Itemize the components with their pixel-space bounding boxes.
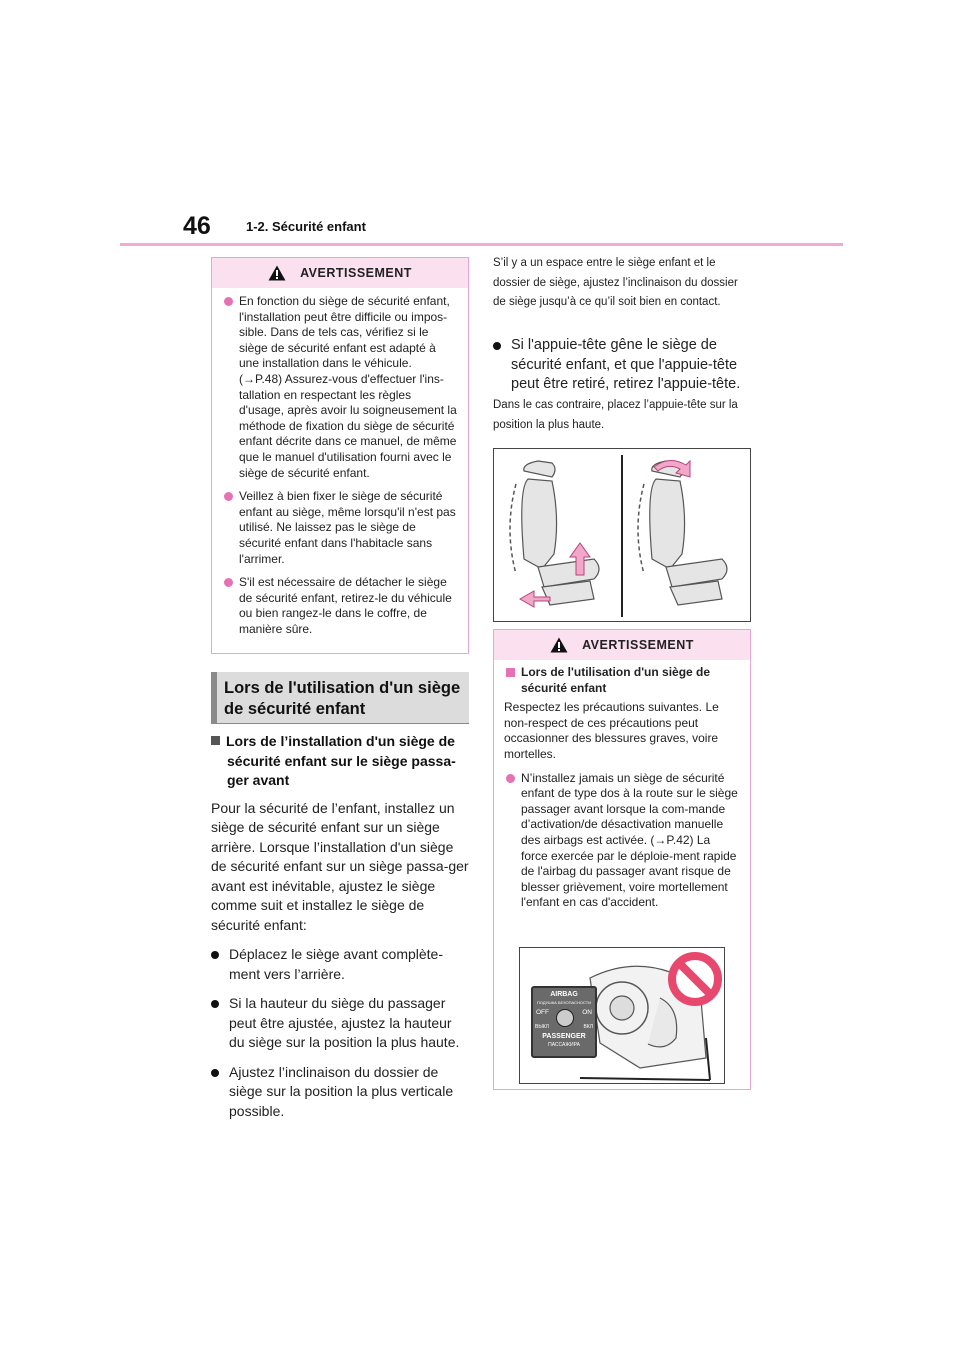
- seat-left: [522, 461, 599, 605]
- right-paragraph: S’il y a un espace entre le siège enfant et le dossier de siège, ajustez l’inclinaison du dossier de siège jusqu’à ce qu’il soit bien en contact.: [493, 257, 738, 308]
- bullet-icon: [211, 1069, 219, 1077]
- warning-triangle-icon: [268, 265, 286, 281]
- header-rule: [120, 243, 843, 246]
- seat-right: [650, 461, 727, 605]
- list-item: Ajustez l’inclinaison du dossier de siège sur la position la plus verticale possible.: [211, 1063, 469, 1122]
- headrest-note: Dans le cas contraire, placez l’appuie-tête sur la position la plus haute.: [493, 399, 738, 431]
- subsection-heading: Lors de l’installation d'un siège de sécurité enfant sur le siège passa-ger avant: [211, 732, 469, 791]
- bullet-icon: [211, 1000, 219, 1008]
- warning-item: Veillez à bien fixer le siège de sécurité enfant au siège, même lorsqu'il n'est pas utilisé. Ne laissez pas le siège de sécurité enfant dans l'habitacle sans l'arrimer.: [222, 489, 458, 567]
- airbag-top-ru: ПОДУШКА БЕЗОПАСНОСТИ: [536, 1000, 592, 1005]
- warning-box-1: [211, 257, 469, 654]
- bullet-icon: [224, 297, 233, 306]
- seat-adjustment-illustration: [494, 449, 750, 621]
- bullet-icon: [493, 342, 501, 350]
- warning-item: N’installez jamais un siège de sécurité enfant de type dos à la route sur le siège passager avant lorsque la com-mande d’activation/de désactivation manuelle des airbags est activée. (→P.42) La force exercée par le déploie-ment rapide de l'airbag du passager avant risque de blesser grièvement, voire mortellement l'enfant en cas d'accident.: [504, 771, 740, 911]
- airbag-switch-label: [531, 986, 597, 1058]
- airbag-illustration: [519, 947, 725, 1084]
- key-switch-icon: [556, 1009, 574, 1027]
- warning-box-2: [493, 629, 751, 1090]
- warning-header: [494, 630, 750, 660]
- warning-intro: Respectez les précautions suivantes. Le non-respect de ces précautions peut occasionner des blessures graves, voire mortelles.: [504, 700, 719, 761]
- square-bullet-icon: [506, 668, 515, 677]
- warning-title: AVERTISSEMENT: [582, 638, 694, 652]
- banner-accent-bar: [211, 672, 217, 724]
- bullet-icon: [506, 774, 515, 783]
- bullet-icon: [224, 492, 233, 501]
- intro-paragraph: Pour la sécurité de l’enfant, installez un siège de sécurité enfant sur un siège arrière. Lorsque l’installation d'un siège de sécurité enfant sur un siège passa-ger avant est inévitable, ajustez le siège comme suit et installez le siège de sécurité enfant:: [211, 799, 469, 933]
- bullet-icon: [224, 578, 233, 587]
- warning-header: [212, 258, 468, 288]
- section-title: 1-2. Sécurité enfant: [246, 219, 366, 234]
- square-bullet-icon: [211, 736, 220, 745]
- airbag-bottom-label: PASSENGER: [542, 1033, 586, 1040]
- headrest-bullet: Si l'appuie-tête gêne le siège de sécurité enfant, et que l'appuie-tête peut être retiré, retirez l'appuie-tête.: [493, 336, 769, 395]
- airbag-on-label: ON: [582, 1009, 592, 1016]
- airbag-on-ru: ВКЛ: [583, 1024, 593, 1030]
- list-item: Si la hauteur du siège du passager peut être ajustée, ajustez la hauteur du siège sur la position la plus haute.: [211, 994, 469, 1053]
- airbag-off-label: OFF: [536, 1009, 549, 1016]
- airbag-off-ru: ВЫКЛ: [535, 1024, 549, 1030]
- warning-item: S'il est nécessaire de détacher le siège de sécurité enfant, retirez-le du véhicule ou bien rangez-le dans le coffre, de manière sûre.: [222, 575, 458, 637]
- warning-triangle-icon: [550, 637, 568, 653]
- bullet-icon: [211, 951, 219, 959]
- left-column: [211, 732, 469, 1121]
- airbag-top-label: AIRBAG: [550, 991, 578, 998]
- warning-heading: Lors de l'utilisation d'un siège de sécurité enfant: [504, 665, 740, 696]
- list-item: Déplacez le siège avant complète-ment vers l’arrière.: [211, 945, 469, 984]
- warning-item: En fonction du siège de sécurité enfant, l'installation peut être difficile ou impos-sible. Dans de tels cas, vérifiez si le siège de sécurité enfant est adapté à une installation dans le véhicule. (→P.48) Assurez-vous d'effectuer l'ins-tallation en respectant les règles d'usage, après avoir lu soigneusement la méthode de fixation du siège de sécurité enfant décrite dans ce manuel, de même que le manuel d'utilisation fourni avec le siège de sécurité enfant.: [222, 294, 458, 481]
- prohibition-icon: [667, 951, 723, 1007]
- warning-title: AVERTISSEMENT: [300, 266, 412, 280]
- seat-illustration: [493, 448, 751, 622]
- banner-underline: [211, 723, 469, 724]
- airbag-bottom-ru: ПАССАЖИРА: [548, 1042, 580, 1048]
- section-banner: Lors de l'utilisation d'un siège de sécurité enfant: [211, 672, 469, 724]
- page-number: 46: [183, 212, 211, 240]
